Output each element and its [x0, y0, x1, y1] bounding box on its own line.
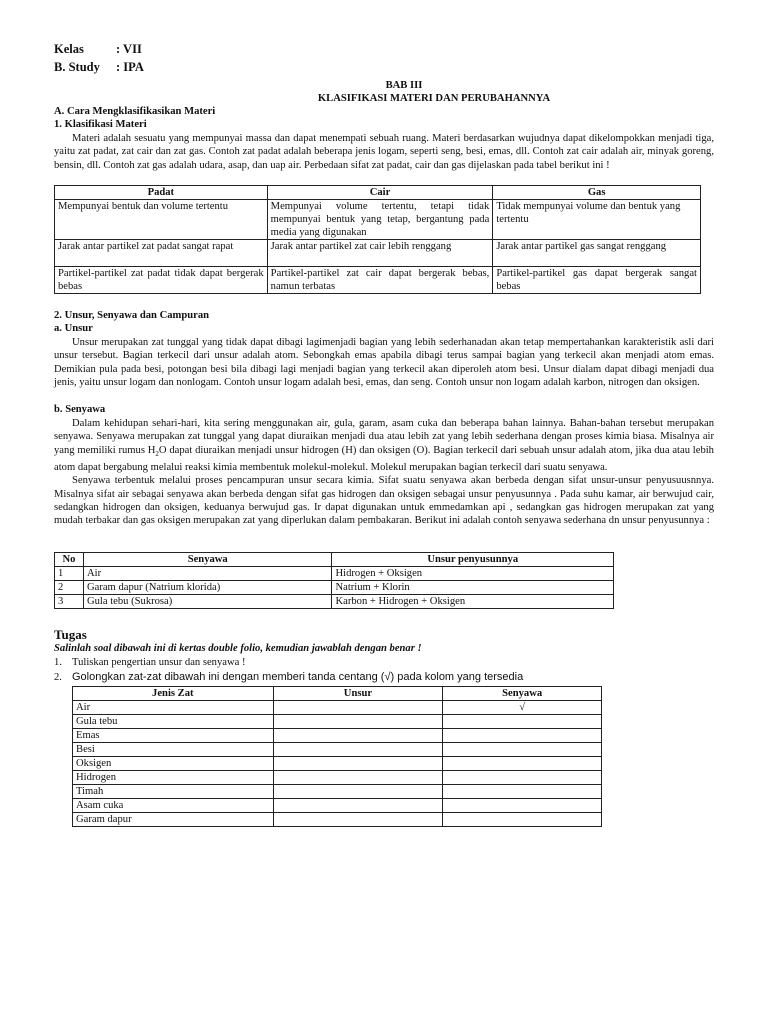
table-cell: Timah [73, 785, 274, 799]
table-row [73, 757, 602, 771]
table-cell: Mempunyai bentuk dan volume tertentu [55, 200, 268, 240]
table-row [55, 267, 701, 294]
table-row [55, 595, 614, 609]
answer-cell[interactable] [273, 729, 443, 743]
table-row [73, 743, 602, 757]
table-cell: Gula tebu (Sukrosa) [83, 595, 332, 609]
classification-table [72, 686, 602, 827]
answer-cell[interactable] [443, 771, 602, 785]
study-line [54, 60, 144, 75]
answer-cell[interactable] [443, 785, 602, 799]
kelas-value: : VII [116, 42, 142, 56]
senyawa-text-a: Dalam kehidupan sehari-hari, kita sering menggunakan air, gula, garam, asam cuka dan beberapa bahan lainnya. Bahan-bahan tersebut merupakan senyawa. Senyawa merupakan zat tunggal yang dapat diuraikan menjadi dua atau lebih zat yang lebih sederhana dengan proses kimia biasa. Misalnya air yang memiliki rumus H [54, 418, 714, 456]
senyawa-text-b: O dapat diuraikan menjadi unsur hidrogen (H) dan oksigen (O). Bagian terkecil dari sebuah unsur adalah atom, jika dua atau lebih atom dapat bergabung melalui reaksi kimia membentuk molekul-molekul. Molekul merupakan bagian terkecil dari suatu senyawa. [54, 444, 714, 473]
table-header-row [55, 553, 614, 567]
table-cell: Hidrogen [73, 771, 274, 785]
table-row [55, 200, 701, 240]
table-row [73, 701, 602, 715]
study-value: : IPA [116, 60, 144, 74]
table-cell: Partikel-partikel zat cair dapat bergerak bebas, namun terbatas [267, 267, 493, 294]
table-row [73, 771, 602, 785]
section-a-paragraph [54, 132, 714, 172]
answer-cell[interactable] [443, 799, 602, 813]
table-cell: Tidak mempunyai volume dan bentuk yang tertentu [493, 200, 701, 240]
header-unsur: Unsur [273, 687, 443, 701]
answer-cell[interactable] [443, 813, 602, 827]
table-cell: Hidrogen + Oksigen [332, 567, 614, 581]
answer-cell[interactable] [273, 757, 443, 771]
answer-cell[interactable] [443, 743, 602, 757]
section-2-heading: 2. Unsur, Senyawa dan Campuran [54, 310, 210, 321]
section-a-heading: A. Cara Mengklasifikasikan Materi [54, 106, 216, 117]
table-cell: Air [83, 567, 332, 581]
kelas-label: Kelas [54, 42, 84, 56]
answer-cell[interactable] [273, 771, 443, 785]
table-row [73, 813, 602, 827]
unsur-section [54, 336, 714, 389]
question-1-number: 1. [54, 657, 62, 668]
table-row [73, 729, 602, 743]
header-senyawa: Senyawa [83, 553, 332, 567]
answer-cell[interactable] [443, 729, 602, 743]
table-cell: 3 [55, 595, 84, 609]
answer-cell[interactable] [273, 785, 443, 799]
question-2-text: Golongkan zat-zat dibawah ini dengan memberi tanda centang (√) pada kolom yang tersedia [72, 671, 524, 683]
senyawa-paragraph-1 [54, 417, 714, 474]
header-senyawa: Senyawa [443, 687, 602, 701]
table-cell: Karbon + Hidrogen + Oksigen [332, 595, 614, 609]
answer-cell[interactable] [273, 743, 443, 757]
table-row [55, 581, 614, 595]
answer-cell[interactable] [273, 813, 443, 827]
table-cell: Garam dapur (Natrium klorida) [83, 581, 332, 595]
question-2 [54, 671, 523, 683]
materi-paragraph: Materi adalah sesuatu yang mempunyai massa dan dapat menempati sebuah ruang. Materi berdasarkan wujudnya dapat dikelompokkan menjadi tiga, yaitu zat padat, zat cair dan zat gas. Contoh zat padat adalah beberapa jenis logam, seperti seng, besi, emas, dll. Contoh zat cair adalah air, minyak goreng, bensin, dll. Contoh zat gas adalah udara, asap, dan uap air. Perbedaan sifat zat padat, cair dan gas dijelaskan pada tabel berikut ini ! [54, 133, 714, 171]
table-cell: Gula tebu [73, 715, 274, 729]
table-cell: Garam dapur [73, 813, 274, 827]
header-gas: Gas [493, 186, 701, 200]
header-cair: Cair [267, 186, 493, 200]
table-header-row [55, 186, 701, 200]
header-no: No [55, 553, 84, 567]
answer-cell[interactable] [273, 715, 443, 729]
compound-table [54, 552, 614, 609]
table-cell: Jarak antar partikel zat cair lebih renggang [267, 240, 493, 267]
table-cell: Mempunyai volume tertentu, tetapi tidak mempunyai bentuk yang tetap, bergantung pada media yang digunakan [267, 200, 493, 240]
table-cell: Asam cuka [73, 799, 274, 813]
kelas-line [54, 42, 142, 57]
table-cell: Partikel-partikel zat padat tidak dapat bergerak bebas [55, 267, 268, 294]
table-row [73, 799, 602, 813]
table-cell: Partikel-partikel gas dapat bergerak sangat bebas [493, 267, 701, 294]
table-cell: Jarak antar partikel zat padat sangat rapat [55, 240, 268, 267]
table-cell: Jarak antar partikel gas sangat renggang [493, 240, 701, 267]
unsur-paragraph: Unsur merupakan zat tunggal yang tidak dapat dibagi lagimenjadi bagian yang lebih sederhanadan akan tetap mempertahankan karakteristik asli dari unsur tersebut. Bagian terkecil dari unsur adalah atom. Sebongkah emas apabila dibagi terus sampai bagian yang terkecil akan menjadi atom emas. Demikian pula pada besi, potongan besi bila dibagi lagi menjadi bagian yang terkecil akan diperoleh atom besi. Unsur dialam dapat dibagi menjadi dua jenis, yaitu unsur logam dan nonlogam. Contoh unsur logam adalah besi, emas, dan seng. Contoh unsur non logam adalah karbon, nitrogen dan oksigen. [54, 337, 714, 388]
table-cell: Oksigen [73, 757, 274, 771]
header-unsur-penyusun: Unsur penyusunnya [332, 553, 614, 567]
answer-cell[interactable]: √ [443, 701, 602, 715]
answer-cell[interactable] [443, 757, 602, 771]
chapter-title: KLASIFIKASI MATERI DAN PERUBAHANNYA [317, 93, 551, 104]
senyawa-paragraph-2: Senyawa terbentuk melalui proses pencampuran unsur secara kimia. Sifat suatu senyawa akan berbeda dengan sifat unsur-unsur penyusuusnnya. Misalnya sifat air sebagai senyawa akan berbeda dengan sifat gas hidrogen dan oksigen sebagai unsur penyusunnya . Pada suhu kamar, air berwujud cair, sedangkan hidrogen dan oksigen, keduanya berwujud gas. Ir dapat digunakan untuk emmedamkan api , sedangkan gas hidrogen merupakan zat yang mudah terbakar dan gas oksigen merupakan zat yang diperlukan dalam pembakaran. Berikut ini adalah contoh senyawa sederhana dn unsur penyusunnya : [54, 475, 714, 527]
states-of-matter-table [54, 185, 701, 294]
unsur-heading: a. Unsur [54, 323, 93, 334]
table-cell: 2 [55, 581, 84, 595]
question-1-text: Tuliskan pengertian unsur dan senyawa ! [72, 657, 246, 668]
tugas-instruction: Salinlah soal dibawah ini di kertas double folio, kemudian jawablah dengan benar ! [54, 643, 422, 654]
subscript-2: 2 [155, 449, 159, 458]
answer-cell[interactable] [273, 799, 443, 813]
table-row [73, 785, 602, 799]
question-2-number: 2. [54, 672, 62, 683]
table-header-row [73, 687, 602, 701]
table-cell: 1 [55, 567, 84, 581]
question-1 [54, 657, 246, 668]
table-row [73, 715, 602, 729]
answer-cell[interactable] [443, 715, 602, 729]
tugas-title: Tugas [54, 627, 87, 642]
table-row [55, 567, 614, 581]
section-a-sub1-heading: 1. Klasifikasi Materi [54, 119, 147, 130]
table-cell: Emas [73, 729, 274, 743]
header-jenis-zat: Jenis Zat [73, 687, 274, 701]
chapter-number: BAB III [385, 80, 423, 91]
table-cell: Besi [73, 743, 274, 757]
answer-cell[interactable] [273, 701, 443, 715]
senyawa-section [54, 417, 714, 527]
table-cell: Natrium + Klorin [332, 581, 614, 595]
table-cell: Air [73, 701, 274, 715]
header-padat: Padat [55, 186, 268, 200]
senyawa-heading: b. Senyawa [54, 404, 106, 415]
table-row [55, 240, 701, 267]
study-label: B. Study [54, 60, 100, 74]
